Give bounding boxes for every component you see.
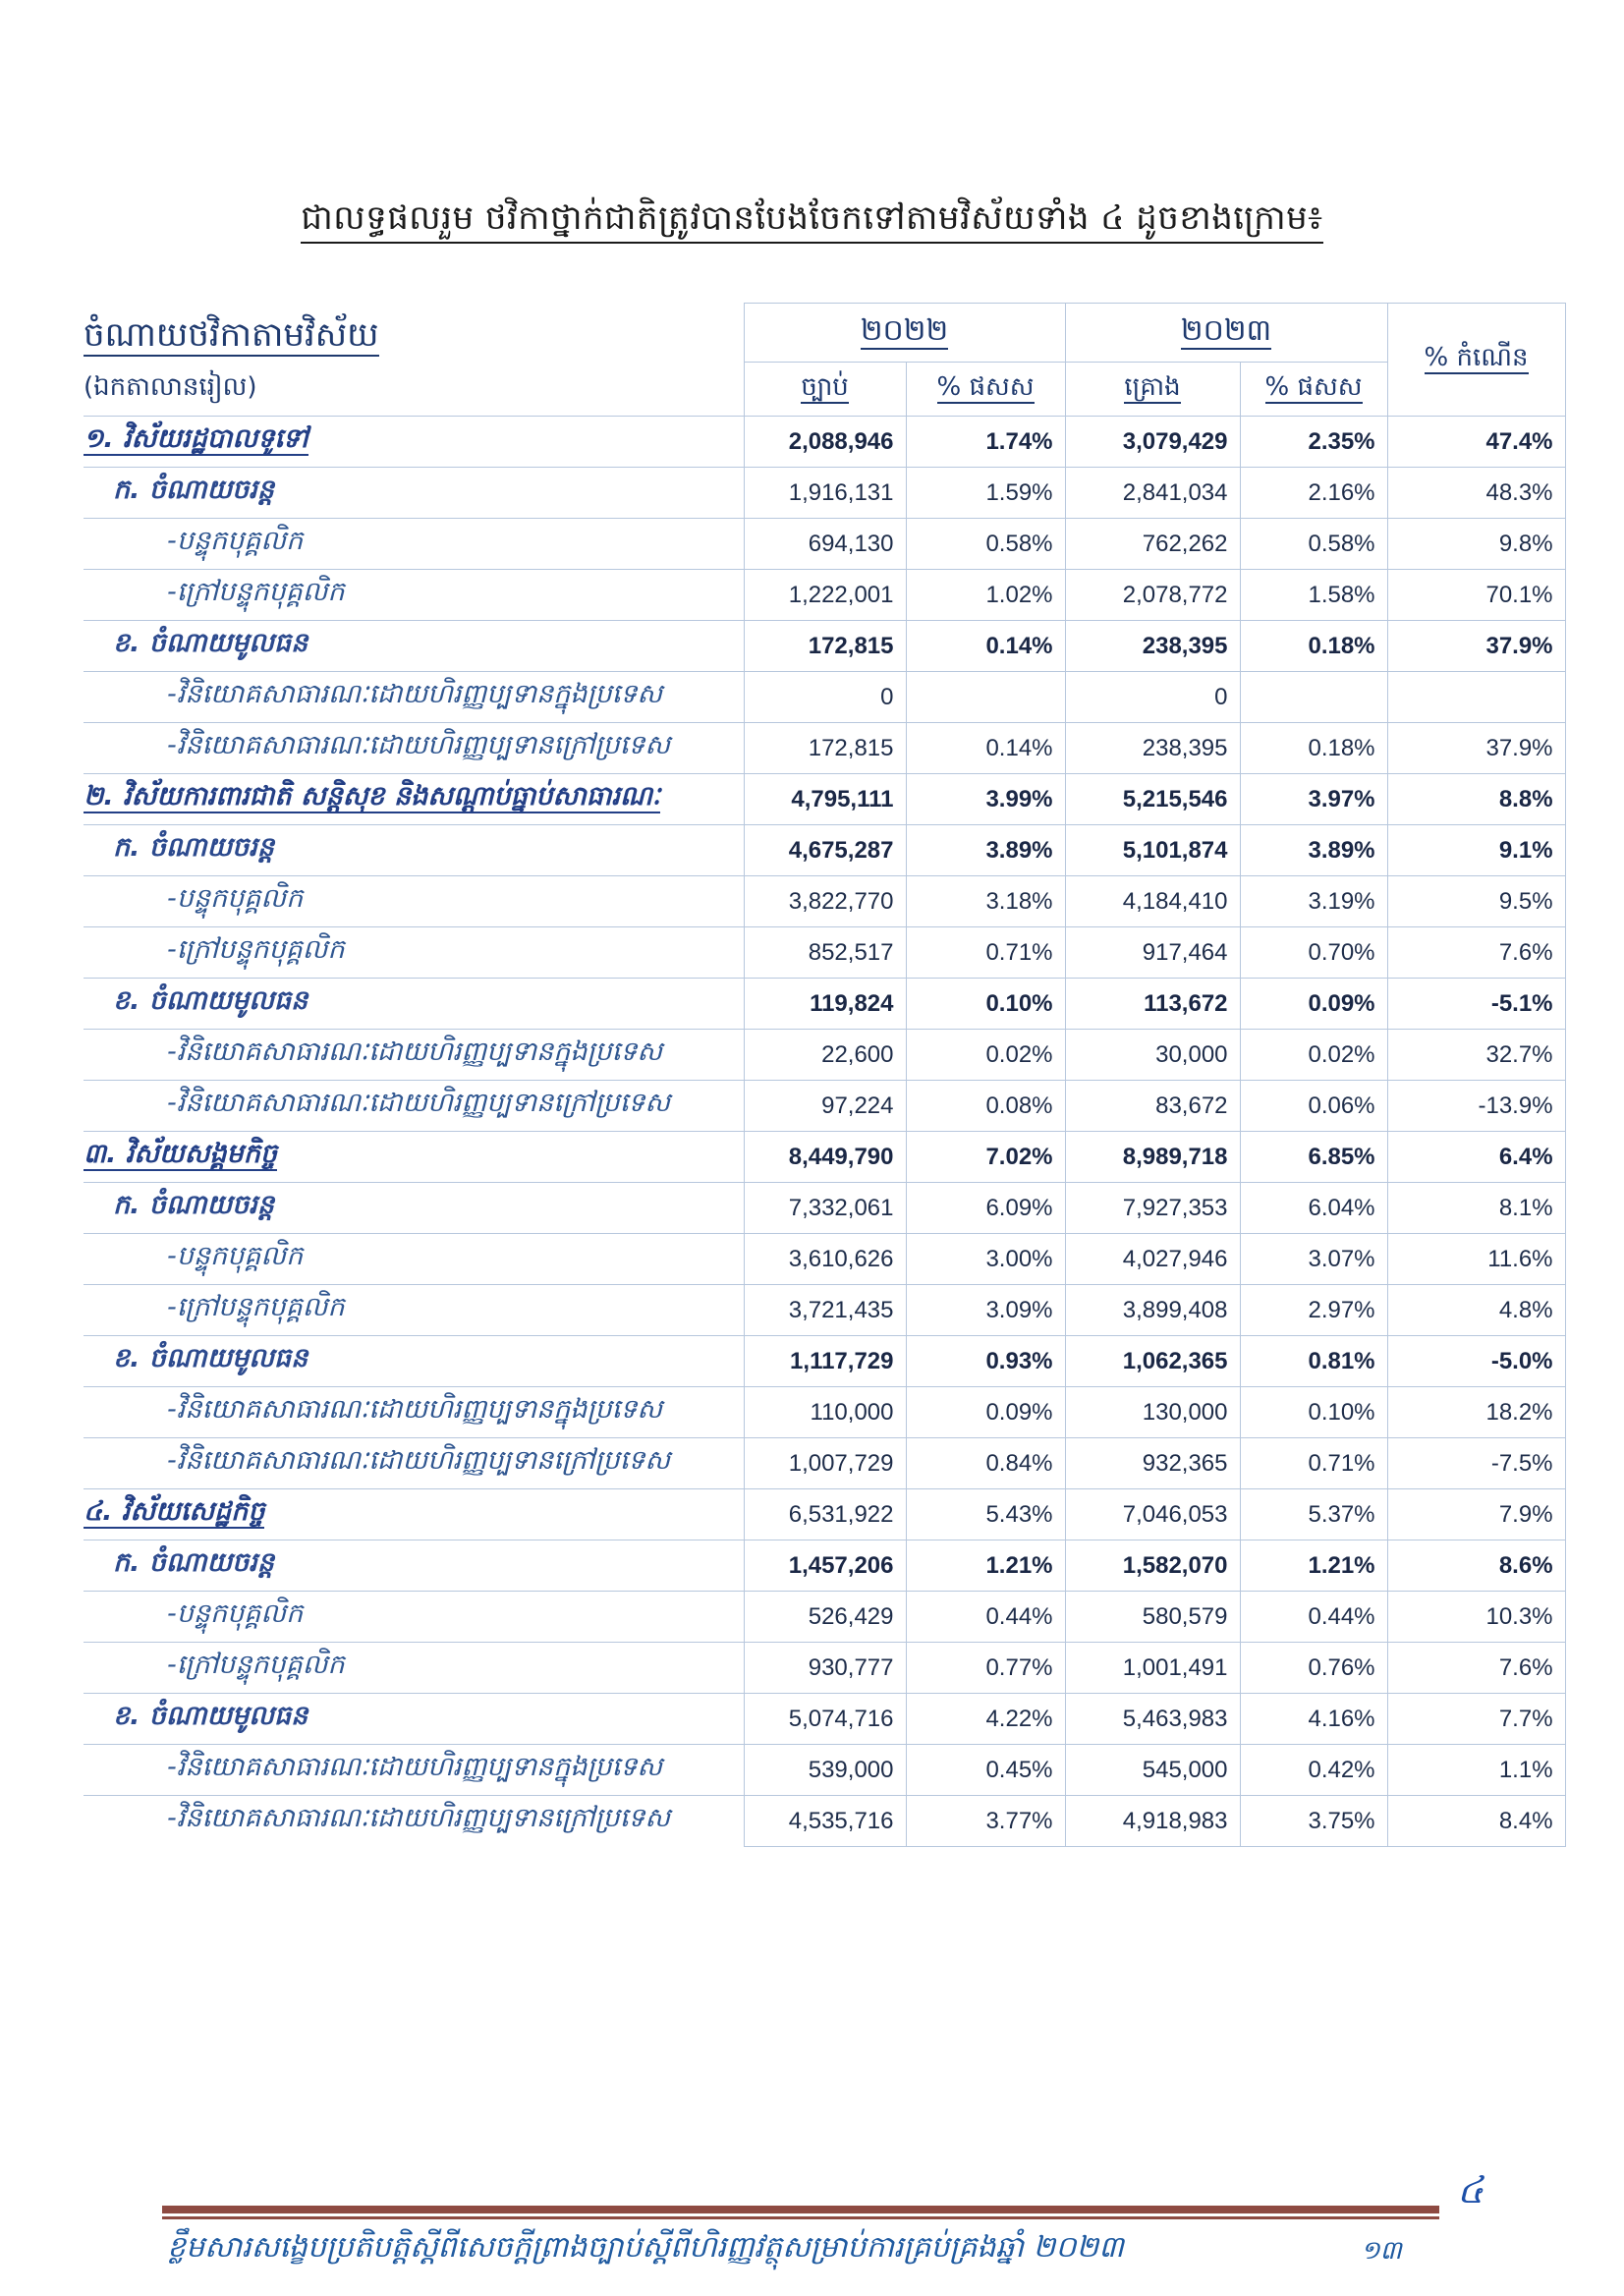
value-2022-cell: 22,600 xyxy=(744,1030,906,1081)
gdp-share-2022-cell: 0.45% xyxy=(906,1745,1065,1796)
gdp-share-2022-cell: 3.00% xyxy=(906,1234,1065,1285)
growth-cell: 47.4% xyxy=(1387,417,1565,468)
value-2023-cell: 113,672 xyxy=(1065,979,1240,1030)
subcategory-row xyxy=(84,1081,1565,1132)
category-row xyxy=(84,468,1565,519)
growth-cell: 8.1% xyxy=(1387,1183,1565,1234)
row-label xyxy=(84,621,744,672)
gdp-share-2022-cell xyxy=(906,672,1065,723)
page-title xyxy=(0,196,1624,246)
value-2023-cell: 3,899,408 xyxy=(1065,1285,1240,1336)
growth-cell: 37.9% xyxy=(1387,723,1565,774)
value-2023-cell: 580,579 xyxy=(1065,1592,1240,1643)
row-label xyxy=(84,1438,744,1489)
gdp-share-2023-cell: 4.16% xyxy=(1240,1694,1387,1745)
value-2022-cell: 2,088,946 xyxy=(744,417,906,468)
column-header-2023: ២០២៣ xyxy=(1065,304,1387,363)
row-label xyxy=(84,672,744,723)
row-label xyxy=(84,876,744,927)
row-label xyxy=(84,825,744,876)
gdp-share-2022-cell: 1.02% xyxy=(906,570,1065,621)
gdp-share-2022-cell: 1.59% xyxy=(906,468,1065,519)
value-2022-cell: 526,429 xyxy=(744,1592,906,1643)
gdp-share-2023-cell: 0.18% xyxy=(1240,621,1387,672)
subcategory-row xyxy=(84,1387,1565,1438)
value-2022-cell: 0 xyxy=(744,672,906,723)
value-2023-cell: 2,841,034 xyxy=(1065,468,1240,519)
row-label xyxy=(84,1694,744,1745)
value-2022-cell: 694,130 xyxy=(744,519,906,570)
growth-cell: 8.6% xyxy=(1387,1540,1565,1592)
subcategory-row xyxy=(84,570,1565,621)
budget-by-sector-table xyxy=(84,303,1566,1847)
growth-cell: 4.8% xyxy=(1387,1285,1565,1336)
subcategory-row xyxy=(84,927,1565,979)
gdp-share-2022-cell: 6.09% xyxy=(906,1183,1065,1234)
row-label xyxy=(84,1234,744,1285)
value-2022-cell: 3,822,770 xyxy=(744,876,906,927)
gdp-share-2022-cell: 0.08% xyxy=(906,1081,1065,1132)
value-2022-cell: 539,000 xyxy=(744,1745,906,1796)
growth-cell: -13.9% xyxy=(1387,1081,1565,1132)
gdp-share-2022-cell: 3.18% xyxy=(906,876,1065,927)
gdp-share-2022-cell: 3.09% xyxy=(906,1285,1065,1336)
growth-cell: 70.1% xyxy=(1387,570,1565,621)
growth-cell: 48.3% xyxy=(1387,468,1565,519)
gdp-share-2023-cell: 1.21% xyxy=(1240,1540,1387,1592)
gdp-share-2023-cell: 3.07% xyxy=(1240,1234,1387,1285)
column-header-2022: ២០២២ xyxy=(744,304,1065,363)
gdp-share-2022-cell: 3.99% xyxy=(906,774,1065,825)
gdp-share-2023-cell: 2.16% xyxy=(1240,468,1387,519)
gdp-share-2022-cell: 0.09% xyxy=(906,1387,1065,1438)
value-2022-cell: 1,222,001 xyxy=(744,570,906,621)
row-label xyxy=(84,927,744,979)
subcategory-row xyxy=(84,1643,1565,1694)
row-label xyxy=(84,519,744,570)
value-2023-cell: 1,582,070 xyxy=(1065,1540,1240,1592)
header-row-subcolumns xyxy=(84,363,1565,417)
value-2022-cell: 6,531,922 xyxy=(744,1489,906,1540)
gdp-share-2022-cell: 0.93% xyxy=(906,1336,1065,1387)
gdp-share-2022-cell: 0.10% xyxy=(906,979,1065,1030)
gdp-share-2022-cell: 0.58% xyxy=(906,519,1065,570)
gdp-share-2022-cell: 5.43% xyxy=(906,1489,1065,1540)
row-label xyxy=(84,774,744,825)
unit-label: (ឯកតាលានរៀល) xyxy=(84,371,257,402)
row-label-text: ៣. វិស័យសង្គមកិច្ច xyxy=(84,1139,277,1169)
row-label-text: -វិនិយោគសាធារណៈដោយហិរញ្ញប្បទានក្នុងប្រទេស xyxy=(167,1752,663,1782)
gdp-share-2023-cell: 2.35% xyxy=(1240,417,1387,468)
growth-cell: 7.7% xyxy=(1387,1694,1565,1745)
sector-row xyxy=(84,774,1565,825)
gdp-share-2023-cell: 0.06% xyxy=(1240,1081,1387,1132)
gdp-share-2023-cell: 0.44% xyxy=(1240,1592,1387,1643)
footer-divider-thin xyxy=(162,2216,1439,2219)
subcategory-row xyxy=(84,1234,1565,1285)
row-label xyxy=(84,1285,744,1336)
sector-row xyxy=(84,1132,1565,1183)
value-2023-cell: 83,672 xyxy=(1065,1081,1240,1132)
subcategory-row xyxy=(84,1285,1565,1336)
category-row xyxy=(84,621,1565,672)
value-2023-cell: 3,079,429 xyxy=(1065,417,1240,468)
gdp-share-2023-cell: 0.18% xyxy=(1240,723,1387,774)
gdp-share-2023-cell: 3.19% xyxy=(1240,876,1387,927)
gdp-share-2022-cell: 1.21% xyxy=(906,1540,1065,1592)
value-2023-cell: 1,062,365 xyxy=(1065,1336,1240,1387)
subcategory-row xyxy=(84,723,1565,774)
column-header-growth: % កំណើន xyxy=(1387,304,1565,417)
row-label-text: -វិនិយោគសាធារណៈដោយហិរញ្ញប្បទានក្នុងប្រទេស xyxy=(167,1394,663,1425)
value-2022-cell: 4,535,716 xyxy=(744,1796,906,1847)
category-row xyxy=(84,825,1565,876)
value-2022-cell: 172,815 xyxy=(744,621,906,672)
row-label-text: -ក្រៅបន្ទុកបុគ្គលិក xyxy=(167,577,345,607)
gdp-share-2022-cell: 0.84% xyxy=(906,1438,1065,1489)
gdp-share-2022-cell: 0.14% xyxy=(906,621,1065,672)
gdp-share-2023-cell: 0.42% xyxy=(1240,1745,1387,1796)
value-2022-cell: 8,449,790 xyxy=(744,1132,906,1183)
value-2023-cell: 932,365 xyxy=(1065,1438,1240,1489)
row-label xyxy=(84,468,744,519)
row-label xyxy=(84,1336,744,1387)
row-label-text: -វិនិយោគសាធារណៈដោយហិរញ្ញប្បទានក្រៅប្រទេស xyxy=(167,1445,671,1476)
column-header-label: ចំណាយថវិកាតាមវិស័យ xyxy=(84,314,379,355)
gdp-share-2023-cell: 0.70% xyxy=(1240,927,1387,979)
value-2023-cell: 4,918,983 xyxy=(1065,1796,1240,1847)
sector-row xyxy=(84,1489,1565,1540)
category-row xyxy=(84,1336,1565,1387)
growth-cell: 9.8% xyxy=(1387,519,1565,570)
row-label xyxy=(84,570,744,621)
value-2023-cell: 5,215,546 xyxy=(1065,774,1240,825)
value-2022-cell: 1,457,206 xyxy=(744,1540,906,1592)
row-label xyxy=(84,979,744,1030)
value-2022-cell: 4,675,287 xyxy=(744,825,906,876)
row-label-text: -វិនិយោគសាធារណៈដោយហិរញ្ញប្បទានក្នុងប្រទេស xyxy=(167,679,663,709)
value-2022-cell: 930,777 xyxy=(744,1643,906,1694)
value-2022-cell: 110,000 xyxy=(744,1387,906,1438)
gdp-share-2023-cell: 1.58% xyxy=(1240,570,1387,621)
page-number: ១៣ xyxy=(1361,2236,1402,2266)
gdp-share-2023-cell: 0.02% xyxy=(1240,1030,1387,1081)
value-2023-cell: 8,989,718 xyxy=(1065,1132,1240,1183)
value-2022-cell: 3,610,626 xyxy=(744,1234,906,1285)
sector-row xyxy=(84,417,1565,468)
growth-cell: 11.6% xyxy=(1387,1234,1565,1285)
value-2023-cell: 1,001,491 xyxy=(1065,1643,1240,1694)
row-label xyxy=(84,1489,744,1540)
gdp-share-2022-cell: 1.74% xyxy=(906,417,1065,468)
category-row xyxy=(84,1540,1565,1592)
gdp-share-2022-cell: 0.71% xyxy=(906,927,1065,979)
subcategory-row xyxy=(84,1745,1565,1796)
row-label-text: ក. ចំណាយចរន្ត xyxy=(113,1190,275,1220)
gdp-share-2023-cell: 3.75% xyxy=(1240,1796,1387,1847)
growth-cell: 18.2% xyxy=(1387,1387,1565,1438)
row-label xyxy=(84,1745,744,1796)
gdp-share-2023-cell: 6.85% xyxy=(1240,1132,1387,1183)
row-label-text: -ក្រៅបន្ទុកបុគ្គលិក xyxy=(167,1292,345,1322)
row-label-text: ក. ចំណាយចរន្ត xyxy=(113,475,275,505)
growth-cell: 8.8% xyxy=(1387,774,1565,825)
growth-cell: 8.4% xyxy=(1387,1796,1565,1847)
value-2023-cell: 0 xyxy=(1065,672,1240,723)
row-label xyxy=(84,417,744,468)
row-label-text: -បន្ទុកបុគ្គលិក xyxy=(167,1241,304,1271)
gdp-share-2023-cell xyxy=(1240,672,1387,723)
row-label xyxy=(84,1592,744,1643)
gdp-share-2023-cell: 0.58% xyxy=(1240,519,1387,570)
category-row xyxy=(84,1694,1565,1745)
value-2023-cell: 130,000 xyxy=(1065,1387,1240,1438)
growth-cell: 1.1% xyxy=(1387,1745,1565,1796)
growth-cell: -5.0% xyxy=(1387,1336,1565,1387)
footer-text: ខ្លឹមសារសង្ខេបប្រតិបត្តិស្តីពីសេចក្តីព្រាងច្បាប់ស្តីពីហិរញ្ញវត្ថុសម្រាប់ការគ្រប់គ្រងឆ្នាំ ២០២៣ xyxy=(167,2230,1124,2265)
gdp-share-2023-cell: 0.09% xyxy=(1240,979,1387,1030)
row-label-text: -វិនិយោគសាធារណៈដោយហិរញ្ញប្បទានក្រៅប្រទេស xyxy=(167,730,671,760)
row-label-text: ក. ចំណាយចរន្ត xyxy=(113,832,275,863)
value-2023-cell: 762,262 xyxy=(1065,519,1240,570)
row-label xyxy=(84,1183,744,1234)
growth-cell: 7.6% xyxy=(1387,1643,1565,1694)
gdp-share-2023-cell: 5.37% xyxy=(1240,1489,1387,1540)
subcategory-row xyxy=(84,672,1565,723)
gdp-share-2022-cell: 0.77% xyxy=(906,1643,1065,1694)
column-header-plan: គ្រោង xyxy=(1065,363,1240,417)
row-label-text: -បន្ទុកបុគ្គលិក xyxy=(167,883,304,914)
footer-divider xyxy=(162,2206,1439,2216)
row-label xyxy=(84,1081,744,1132)
growth-cell: 7.9% xyxy=(1387,1489,1565,1540)
value-2023-cell: 2,078,772 xyxy=(1065,570,1240,621)
growth-cell: -5.1% xyxy=(1387,979,1565,1030)
column-header-gdp-2023: % ផសស xyxy=(1240,363,1387,417)
growth-cell: -7.5% xyxy=(1387,1438,1565,1489)
value-2022-cell: 97,224 xyxy=(744,1081,906,1132)
row-label xyxy=(84,1132,744,1183)
value-2022-cell: 3,721,435 xyxy=(744,1285,906,1336)
row-label xyxy=(84,1643,744,1694)
row-label-text: -ក្រៅបន្ទុកបុគ្គលិក xyxy=(167,934,345,965)
gdp-share-2023-cell: 0.81% xyxy=(1240,1336,1387,1387)
gdp-share-2023-cell: 2.97% xyxy=(1240,1285,1387,1336)
gdp-share-2022-cell: 4.22% xyxy=(906,1694,1065,1745)
row-label-text: ១. វិស័យរដ្ឋបាលទូទៅ xyxy=(84,423,308,454)
row-label-text: ៤. វិស័យសេដ្ឋកិច្ច xyxy=(84,1496,265,1527)
header-row-years xyxy=(84,304,1565,363)
row-label-text: -វិនិយោគសាធារណៈដោយហិរញ្ញប្បទានក្រៅប្រទេស xyxy=(167,1088,671,1118)
growth-cell: 37.9% xyxy=(1387,621,1565,672)
row-label xyxy=(84,1030,744,1081)
value-2023-cell: 4,184,410 xyxy=(1065,876,1240,927)
gdp-share-2022-cell: 3.89% xyxy=(906,825,1065,876)
column-header-gdp-2022: % ផសស xyxy=(906,363,1065,417)
table-body xyxy=(84,417,1565,1847)
gdp-share-2023-cell: 0.10% xyxy=(1240,1387,1387,1438)
category-row xyxy=(84,1183,1565,1234)
value-2023-cell: 4,027,946 xyxy=(1065,1234,1240,1285)
gdp-share-2023-cell: 3.89% xyxy=(1240,825,1387,876)
row-label-text: -ក្រៅបន្ទុកបុគ្គលិក xyxy=(167,1650,345,1680)
subcategory-row xyxy=(84,876,1565,927)
row-label-text: ខ. ចំណាយមូលធន xyxy=(113,1701,308,1731)
gdp-share-2022-cell: 0.44% xyxy=(906,1592,1065,1643)
gdp-share-2023-cell: 3.97% xyxy=(1240,774,1387,825)
growth-cell: 32.7% xyxy=(1387,1030,1565,1081)
value-2023-cell: 5,463,983 xyxy=(1065,1694,1240,1745)
value-2023-cell: 7,927,353 xyxy=(1065,1183,1240,1234)
row-label-text: -វិនិយោគសាធារណៈដោយហិរញ្ញប្បទានក្នុងប្រទេស xyxy=(167,1036,663,1067)
growth-cell: 9.1% xyxy=(1387,825,1565,876)
value-2022-cell: 5,074,716 xyxy=(744,1694,906,1745)
row-label xyxy=(84,1796,744,1847)
value-2022-cell: 852,517 xyxy=(744,927,906,979)
row-label-text: -បន្ទុកបុគ្គលិក xyxy=(167,526,304,556)
value-2022-cell: 119,824 xyxy=(744,979,906,1030)
row-label-text: ក. ចំណាយចរន្ត xyxy=(113,1547,275,1578)
gdp-share-2022-cell: 0.14% xyxy=(906,723,1065,774)
row-label-text: -វិនិយោគសាធារណៈដោយហិរញ្ញប្បទានក្រៅប្រទេស xyxy=(167,1803,671,1834)
value-2023-cell: 238,395 xyxy=(1065,621,1240,672)
row-label-text: ខ. ចំណាយមូលធន xyxy=(113,985,308,1016)
value-2022-cell: 1,007,729 xyxy=(744,1438,906,1489)
gdp-share-2022-cell: 0.02% xyxy=(906,1030,1065,1081)
value-2022-cell: 1,916,131 xyxy=(744,468,906,519)
growth-cell: 10.3% xyxy=(1387,1592,1565,1643)
value-2022-cell: 1,117,729 xyxy=(744,1336,906,1387)
value-2023-cell: 545,000 xyxy=(1065,1745,1240,1796)
value-2023-cell: 238,395 xyxy=(1065,723,1240,774)
subcategory-row xyxy=(84,1592,1565,1643)
value-2023-cell: 7,046,053 xyxy=(1065,1489,1240,1540)
subcategory-row xyxy=(84,519,1565,570)
subcategory-row xyxy=(84,1796,1565,1847)
value-2022-cell: 4,795,111 xyxy=(744,774,906,825)
growth-cell: 6.4% xyxy=(1387,1132,1565,1183)
value-2022-cell: 7,332,061 xyxy=(744,1183,906,1234)
value-2023-cell: 30,000 xyxy=(1065,1030,1240,1081)
growth-cell: 9.5% xyxy=(1387,876,1565,927)
value-2022-cell: 172,815 xyxy=(744,723,906,774)
page-title-text: ជាលទ្ធផលរួម ថវិកាថ្នាក់ជាតិត្រូវបានបែងចែកទៅតាមវិស័យទាំង ៤ ដូចខាងក្រោម៖ xyxy=(301,198,1322,244)
gdp-share-2023-cell: 0.76% xyxy=(1240,1643,1387,1694)
row-label xyxy=(84,1387,744,1438)
row-label-text: ២. វិស័យការពារជាតិ សន្តិសុខ និងសណ្តាប់ធ្នាប់សាធារណៈ xyxy=(84,781,661,812)
row-label xyxy=(84,723,744,774)
subcategory-row xyxy=(84,1030,1565,1081)
growth-cell xyxy=(1387,672,1565,723)
handwritten-initial: ៤ xyxy=(1457,2168,1484,2212)
gdp-share-2023-cell: 0.71% xyxy=(1240,1438,1387,1489)
subcategory-row xyxy=(84,1438,1565,1489)
row-label-text: ខ. ចំណាយមូលធន xyxy=(113,1343,308,1373)
value-2023-cell: 5,101,874 xyxy=(1065,825,1240,876)
row-label-text: -បន្ទុកបុគ្គលិក xyxy=(167,1598,304,1629)
value-2023-cell: 917,464 xyxy=(1065,927,1240,979)
column-header-law: ច្បាប់ xyxy=(744,363,906,417)
gdp-share-2022-cell: 7.02% xyxy=(906,1132,1065,1183)
growth-cell: 7.6% xyxy=(1387,927,1565,979)
row-label xyxy=(84,1540,744,1592)
gdp-share-2022-cell: 3.77% xyxy=(906,1796,1065,1847)
gdp-share-2023-cell: 6.04% xyxy=(1240,1183,1387,1234)
row-label-text: ខ. ចំណាយមូលធន xyxy=(113,628,308,658)
category-row xyxy=(84,979,1565,1030)
